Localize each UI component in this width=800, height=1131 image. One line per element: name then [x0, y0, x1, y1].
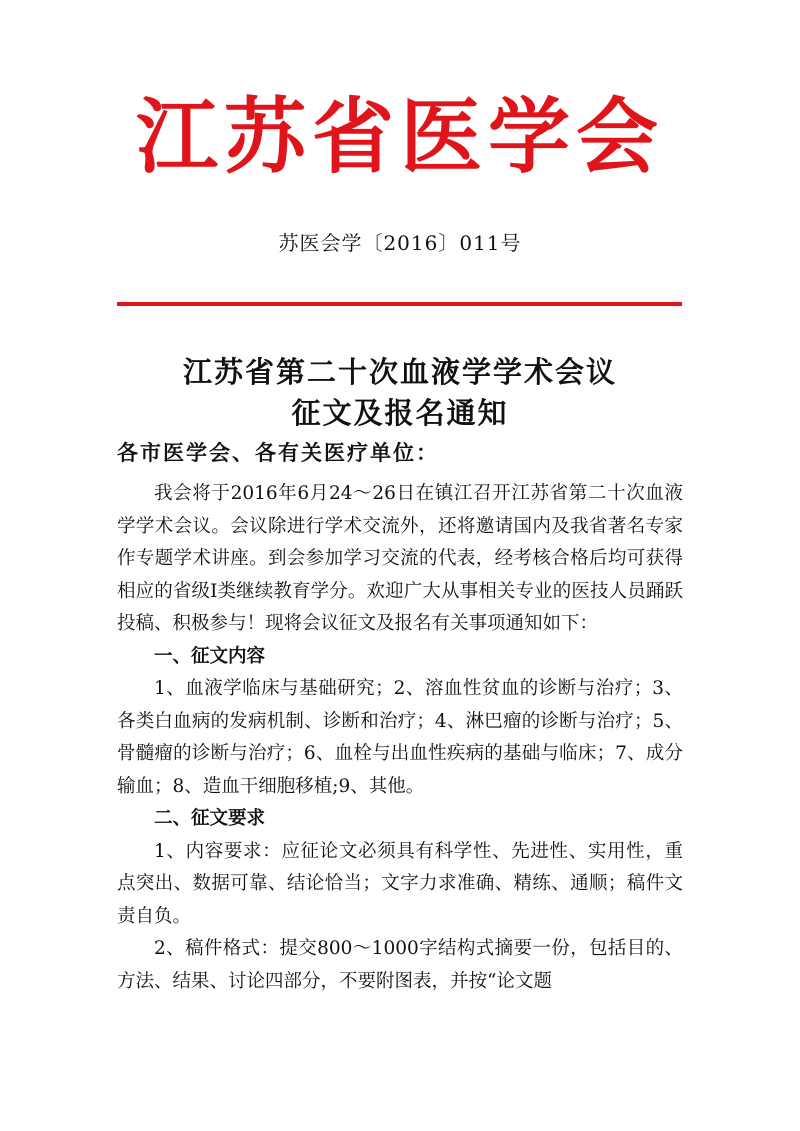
- intro-paragraph: 我会将于2016年6月24～26日在镇江召开江苏省第二十次血液学学术会议。会议除进行学术交流外，还将邀请国内及我省著名专家作专题学术讲座。到会参加学习交流的代表，经考核合格后均可获得相应的省级Ⅰ类继续教育学分。欢迎广大从事相关专业的医技人员踊跃投稿、积极参与！现将会议征文及报名有关事项通知如下：: [117, 483, 683, 634]
- letterhead-divider: [117, 302, 682, 306]
- notice-title-line-1: 江苏省第二十次血液学学术会议: [182, 355, 617, 389]
- notice-body: [117, 478, 683, 998]
- organization-letterhead: 江苏省医学会: [135, 90, 664, 185]
- document-number: 苏医会学〔2016〕011号: [278, 231, 522, 255]
- section-2-heading: 二、征文要求: [154, 808, 266, 829]
- salutation: 各市医学会、各有关医疗单位：: [117, 441, 439, 465]
- section-2-item-2: 2、稿件格式：提交800～1000字结构式摘要一份，包括目的、方法、结果、讨论四部分，不要附图表，并按“论文题: [117, 938, 683, 992]
- section-2-item-1: 1、内容要求：应征论文必须具有科学性、先进性、实用性，重点突出、数据可靠、结论恰当；文字力求准确、精练、通顺；稿件文责自负。: [117, 840, 683, 927]
- section-1-heading: 一、征文内容: [154, 645, 266, 667]
- notice-title-line-2: 征文及报名通知: [291, 396, 509, 430]
- section-1-paragraph: 1、血液学临床与基础研究；2、溶血性贫血的诊断与治疗；3、各类白血病的发病机制、诊断和治疗；4、淋巴瘤的诊断与治疗；5、骨髓瘤的诊断与治疗；6、血栓与出血性疾病的基础与临床；7、成分输血；8、造血干细胞移植;9、其他。: [117, 678, 683, 797]
